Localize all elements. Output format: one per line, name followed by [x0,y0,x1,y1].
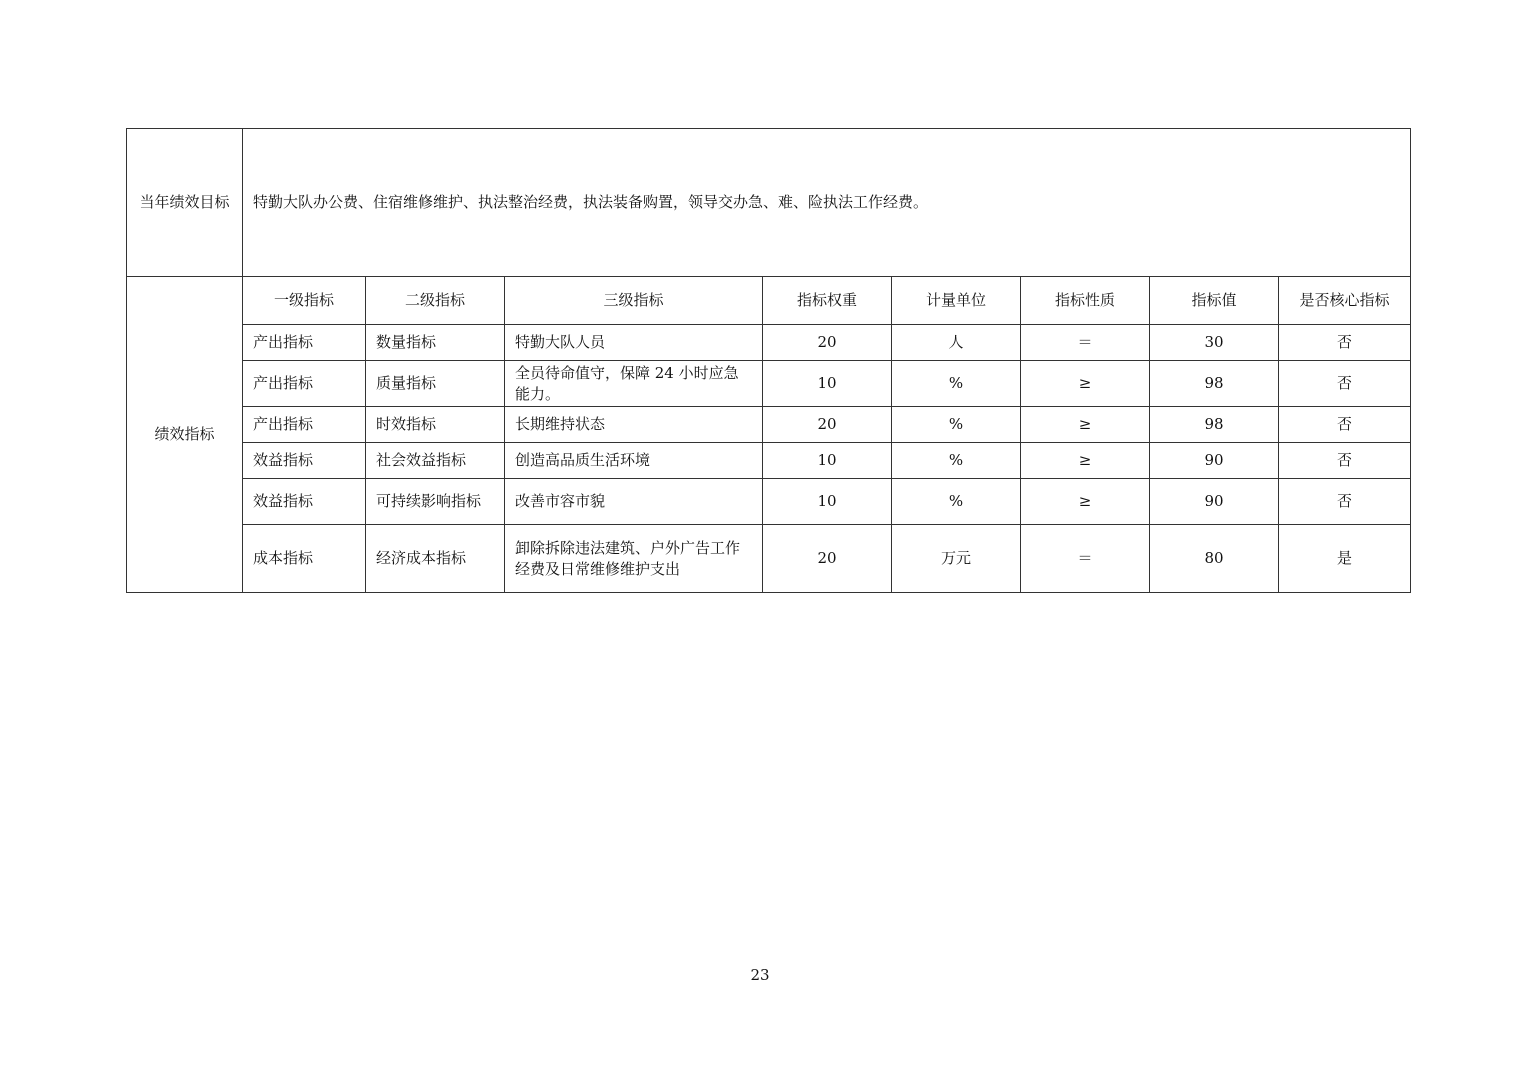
cell-core: 是 [1279,525,1411,593]
cell-level1: 产出指标 [243,325,366,361]
cell-value: 30 [1150,325,1279,361]
cell-core: 否 [1279,407,1411,443]
cell-nature: ≥ [1021,479,1150,525]
goal-row [127,129,1411,277]
cell-weight: 10 [763,361,892,407]
cell-nature: ＝ [1021,325,1150,361]
header-value: 指标值 [1150,277,1279,325]
cell-weight: 20 [763,325,892,361]
cell-core: 否 [1279,479,1411,525]
table-row [127,325,1411,361]
page-number: 23 [750,966,770,984]
cell-unit: % [892,361,1021,407]
cell-level3: 长期维持状态 [505,407,763,443]
cell-core: 否 [1279,443,1411,479]
cell-nature: ≥ [1021,361,1150,407]
cell-unit: 万元 [892,525,1021,593]
cell-level1: 效益指标 [243,479,366,525]
cell-value: 98 [1150,407,1279,443]
table-row [127,479,1411,525]
cell-unit: 人 [892,325,1021,361]
header-nature: 指标性质 [1021,277,1150,325]
cell-level3: 全员待命值守，保障 24 小时应急能力。 [505,361,763,407]
cell-level1: 产出指标 [243,361,366,407]
cell-nature: ≥ [1021,407,1150,443]
header-level1: 一级指标 [243,277,366,325]
cell-value: 90 [1150,479,1279,525]
cell-unit: % [892,479,1021,525]
header-weight: 指标权重 [763,277,892,325]
cell-level2: 数量指标 [366,325,505,361]
cell-level2: 经济成本指标 [366,525,505,593]
cell-level1: 效益指标 [243,443,366,479]
cell-nature: ≥ [1021,443,1150,479]
table-row [127,361,1411,407]
table-row [127,443,1411,479]
table-row [127,407,1411,443]
cell-weight: 10 [763,479,892,525]
header-level3: 三级指标 [505,277,763,325]
cell-level3: 创造高品质生活环境 [505,443,763,479]
cell-value: 98 [1150,361,1279,407]
cell-value: 90 [1150,443,1279,479]
cell-level2: 时效指标 [366,407,505,443]
cell-level1: 成本指标 [243,525,366,593]
indicator-header-row [127,277,1411,325]
goal-label: 当年绩效目标 [127,129,243,277]
cell-weight: 20 [763,407,892,443]
cell-level2: 可持续影响指标 [366,479,505,525]
header-level2: 二级指标 [366,277,505,325]
cell-core: 否 [1279,325,1411,361]
indicators-label: 绩效指标 [127,277,243,593]
cell-core: 否 [1279,361,1411,407]
cell-level2: 社会效益指标 [366,443,505,479]
cell-weight: 20 [763,525,892,593]
cell-weight: 10 [763,443,892,479]
cell-unit: % [892,407,1021,443]
table-row [127,525,1411,593]
cell-level3: 特勤大队人员 [505,325,763,361]
header-unit: 计量单位 [892,277,1021,325]
goal-text: 特勤大队办公费、住宿维修维护、执法整治经费，执法装备购置，领导交办急、难、险执法工作经费。 [243,129,1411,277]
cell-level2: 质量指标 [366,361,505,407]
cell-level3: 改善市容市貌 [505,479,763,525]
cell-level1: 产出指标 [243,407,366,443]
performance-table [126,128,1411,593]
header-core: 是否核心指标 [1279,277,1411,325]
cell-unit: % [892,443,1021,479]
cell-value: 80 [1150,525,1279,593]
cell-level3: 卸除拆除违法建筑、户外广告工作经费及日常维修维护支出 [505,525,763,593]
cell-nature: ＝ [1021,525,1150,593]
